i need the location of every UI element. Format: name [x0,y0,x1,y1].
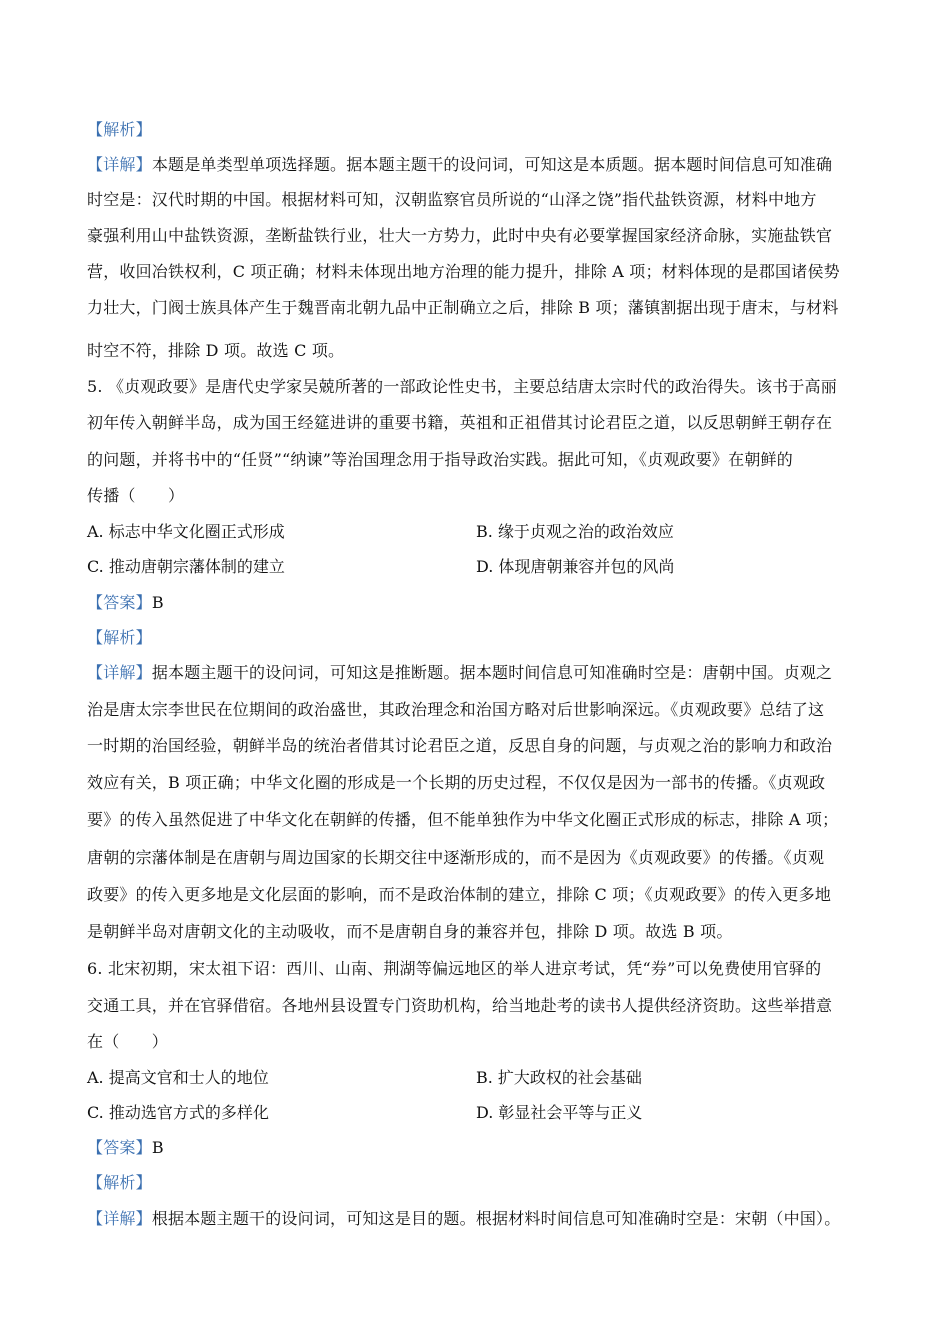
q6-detail-line: 【详解】根据本题主题干的设问词，可知这是目的题。根据材料时间信息可知准确时空是：宋朝（中国）。 [87,1209,841,1228]
question-6-stem: 在（ ） [87,1032,169,1051]
question-6-stem: 6. 北宋初期，宋太祖下诏：西川、山南、荆湖等偏远地区的举人进京考试，凭“券”可以免费使用官驿的 [87,959,822,978]
detail-paragraph-line: 时空不符，排除 D 项。故选 C 项。 [87,341,345,360]
question-6-stem: 交通工具，并在官驿借宿。各地州县设置专门资助机构，给当地赴考的读书人提供经济资助。这些举措意 [87,996,833,1015]
detail-paragraph-line: 营，收回冶铁权利，C 项正确；材料未体现出地方治理的能力提升，排除 A 项；材料体现的是郡国诸侯势 [87,262,840,281]
q5-option-a: A. 标志中华文化圈正式形成 [87,522,285,541]
q5-option-b: B. 缘于贞观之治的政治效应 [476,522,674,541]
q6-option-b: B. 扩大政权的社会基础 [476,1068,642,1087]
q5-detail-line: 政要》的传入更多地是文化层面的影响，而不是政治体制的建立，排除 C 项；《贞观政要》的传入更多地 [87,885,832,904]
q5-answer: 【答案】B [87,593,164,612]
q5-analysis-heading: 【解析】 [87,628,152,647]
q6-option-a: A. 提高文官和士人的地位 [87,1068,269,1087]
detail-paragraph-line: 豪强利用山中盐铁资源，垄断盐铁行业，壮大一方势力，此时中央有必要掌握国家经济命脉，实施盐铁官 [87,226,833,245]
question-5-stem: 传播（ ） [87,486,185,505]
detail-paragraph-line: 时空是：汉代时期的中国。根据材料可知，汉朝监察官员所说的“山泽之饶”指代盐铁资源，材料中地方 [87,190,817,209]
detail-paragraph-line: 力壮大，门阀士族具体产生于魏晋南北朝九品中正制确立之后，排除 B 项；藩镇割据出现于唐末，与材料 [87,298,839,317]
q5-detail-line: 唐朝的宗藩体制是在唐朝与周边国家的长期交往中逐渐形成的，而不是因为《贞观政要》的传播。《贞观 [87,848,825,867]
question-5-stem: 的问题，并将书中的“任贤”“纳谏”等治国理念用于指导政治实践。据此可知，《贞观政要》在朝鲜的 [87,450,793,469]
q6-analysis-heading: 【解析】 [87,1173,152,1192]
q5-detail-line: 治是唐太宗李世民在位期间的政治盛世，其政治理念和治国方略对后世影响深远。《贞观政要》总结了这 [87,700,825,719]
analysis-heading: 【解析】 [87,120,152,139]
question-5-stem: 初年传入朝鲜半岛，成为国王经筵进讲的重要书籍，英祖和正祖借其讨论君臣之道，以反思朝鲜王朝存在 [87,413,833,432]
q6-option-d: D. 彰显社会平等与正义 [476,1103,643,1122]
q6-answer: 【答案】B [87,1138,164,1157]
question-5-stem: 5. 《贞观政要》是唐代史学家吴兢所著的一部政论性史书，主要总结唐太宗时代的政治得失。该书于高丽 [87,377,837,396]
q5-option-c: C. 推动唐朝宗藩体制的建立 [87,557,285,576]
detail-paragraph-line: 【详解】本题是单类型单项选择题。据本题主题干的设问词，可知这是本质题。据本题时间信息可知准确 [87,155,833,174]
q5-detail-line: 效应有关，B 项正确；中华文化圈的形成是一个长期的历史过程，不仅仅是因为一部书的传播。《贞观政 [87,773,826,792]
q5-option-d: D. 体现唐朝兼容并包的风尚 [476,557,675,576]
q6-option-c: C. 推动选官方式的多样化 [87,1103,269,1122]
q5-detail-line: 是朝鲜半岛对唐朝文化的主动吸收，而不是唐朝自身的兼容并包，排除 D 项。故选 B 项。 [87,922,733,941]
q5-detail-line: 【详解】据本题主题干的设问词，可知这是推断题。据本题时间信息可知准确时空是：唐朝中国。贞观之 [87,663,833,682]
q5-detail-line: 一时期的治国经验，朝鲜半岛的统治者借其讨论君臣之道，反思自身的问题，与贞观之治的影响力和政治 [87,736,833,755]
q5-detail-line: 要》的传入虽然促进了中华文化在朝鲜的传播，但不能单独作为中华文化圈正式形成的标志，排除 A 项； [87,810,839,829]
